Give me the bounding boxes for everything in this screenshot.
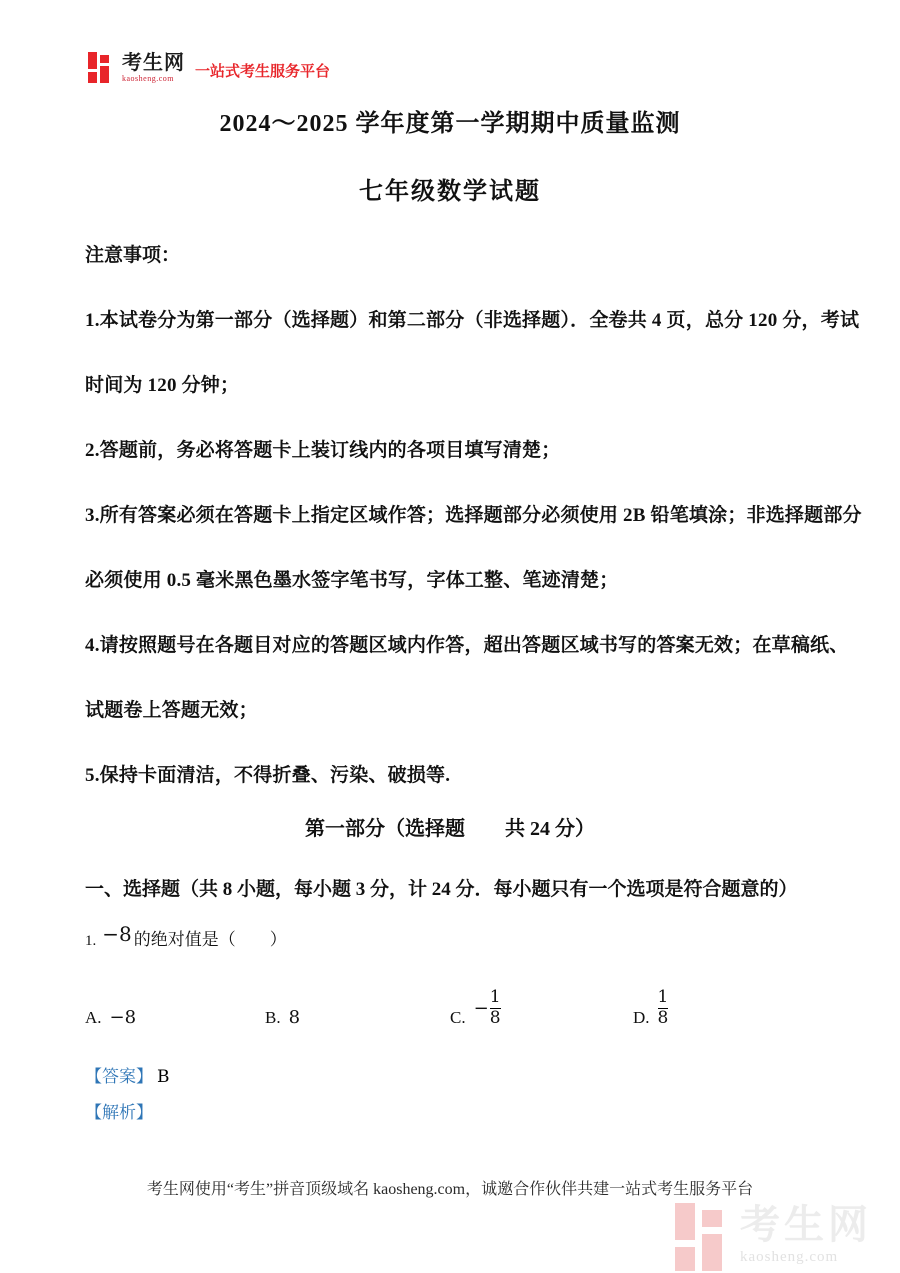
footer-text: 考生网使用“考生”拼音顶级域名 kaosheng.com，诚邀合作伙伴共建一站式考生服务平台 <box>146 1181 754 1198</box>
watermark-brand: 考生网 <box>740 1202 872 1247</box>
fraction-denominator: 8 <box>489 1007 501 1028</box>
notice-line: 试题卷上答题无效； <box>85 700 258 721</box>
question-number: 1. <box>85 933 97 949</box>
logo-brand: 考生网 <box>122 52 185 74</box>
fraction-denominator: 8 <box>657 1007 669 1028</box>
question-expression: −8 <box>102 922 132 946</box>
watermark-text <box>740 1203 872 1266</box>
answer-label: 【答案】 <box>85 1067 153 1086</box>
option-c <box>450 980 501 1036</box>
site-logo <box>88 52 330 83</box>
answer-line <box>85 1062 170 1087</box>
option-a-value: −8 <box>109 1007 137 1028</box>
option-c-label: C. <box>450 1008 466 1027</box>
part1-header: 第一部分（选择题 共 24 分） <box>305 818 595 840</box>
part1-instruction: 一、选择题（共 8 小题，每小题 3 分，计 24 分．每小题只有一个选项是符合题意的） <box>85 879 798 900</box>
option-b <box>265 980 300 1036</box>
notice-line: 3.所有答案必须在答题卡上指定区域作答；选择题部分必须使用 2B 铅笔填涂；非选择题部分 <box>85 505 862 526</box>
notice-heading: 注意事项： <box>85 245 181 266</box>
option-c-fraction <box>490 988 501 1028</box>
fraction-numerator: 1 <box>489 986 501 1007</box>
option-d-label: D. <box>633 1008 650 1027</box>
kaosheng-logo-icon <box>88 52 112 83</box>
fraction-numerator: 1 <box>657 986 669 1007</box>
option-b-value: 8 <box>288 1007 301 1028</box>
logo-text <box>122 53 185 83</box>
question-text: 的绝对值是（ ） <box>133 930 287 949</box>
kaosheng-watermark-icon <box>675 1203 728 1271</box>
option-a <box>85 980 136 1036</box>
answer-value: B <box>157 1067 170 1087</box>
watermark-domain: kaosheng.com <box>740 1249 839 1265</box>
option-b-label: B. <box>265 1008 281 1027</box>
question-1 <box>85 922 287 950</box>
option-c-sign: − <box>473 997 489 1019</box>
notice-line: 4.请按照题号在各题目对应的答题区域内作答，超出答题区域书写的答案无效；在草稿纸、 <box>85 635 849 656</box>
logo-domain: kaosheng.com <box>122 74 174 83</box>
exam-subtitle: 七年级数学试题 <box>359 179 541 205</box>
notice-line: 必须使用 0.5 毫米黑色墨水签字笔书写，字体工整、笔迹清楚； <box>85 570 619 591</box>
option-a-label: A. <box>85 1008 102 1027</box>
watermark <box>675 1203 872 1271</box>
exam-title: 2024～2025 学年度第一学期期中质量监测 <box>219 111 681 137</box>
notice-line: 1.本试卷分为第一部分（选择题）和第二部分（非选择题）．全卷共 4 页，总分 120 分，考试 <box>85 310 860 331</box>
notice-line: 时间为 120 分钟； <box>85 375 240 396</box>
logo-tagline: 一站式考生服务平台 <box>195 64 331 80</box>
option-d <box>633 980 668 1036</box>
notice-line: 5.保持卡面清洁，不得折叠、污染、破损等. <box>85 765 451 786</box>
option-d-fraction <box>658 988 669 1028</box>
analysis-label: 【解析】 <box>85 1103 153 1122</box>
analysis-line <box>85 1098 153 1123</box>
notice-line: 2.答题前，务必将答题卡上装订线内的各项目填写清楚； <box>85 440 561 461</box>
